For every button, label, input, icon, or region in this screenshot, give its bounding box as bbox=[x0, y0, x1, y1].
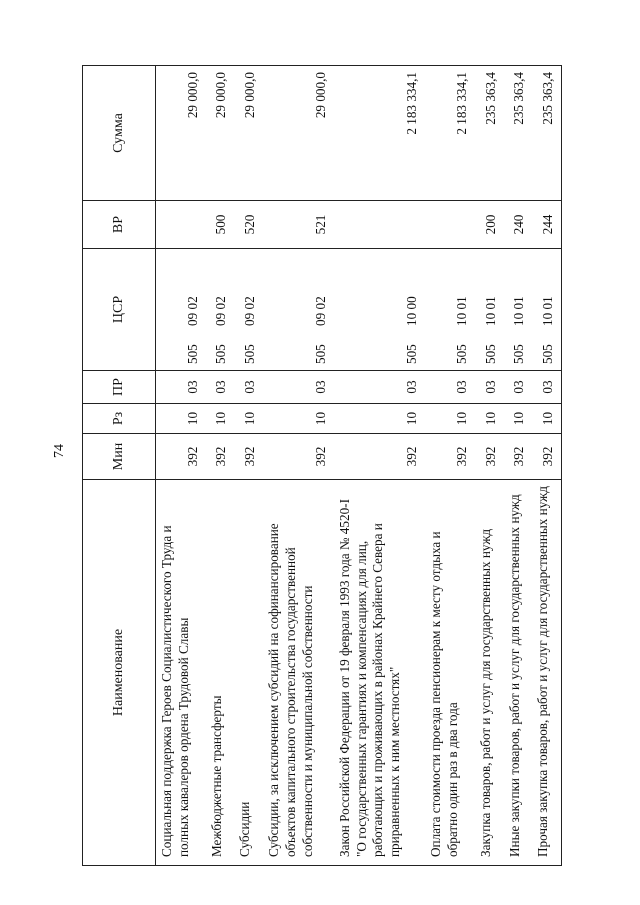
row-name: Прочая закупка товаров, работ и услуг для государственных нужд bbox=[532, 480, 561, 866]
row-sum: 29 000,0 bbox=[206, 66, 235, 201]
table-row bbox=[532, 66, 561, 866]
row-pr: 03 bbox=[425, 371, 475, 404]
header-min: Мин bbox=[83, 434, 156, 480]
row-csr bbox=[156, 249, 206, 371]
row-pr: 03 bbox=[234, 371, 263, 404]
row-min: 392 bbox=[334, 434, 426, 480]
row-csr-program: 505 bbox=[511, 344, 527, 364]
row-min: 392 bbox=[156, 434, 206, 480]
row-csr-subprogram: 09 02 bbox=[312, 296, 328, 326]
row-pr: 03 bbox=[532, 371, 561, 404]
row-csr bbox=[334, 249, 426, 371]
row-min: 392 bbox=[532, 434, 561, 480]
header-pr: ПР bbox=[83, 371, 156, 404]
row-name: Межбюджетные трансферты bbox=[206, 480, 235, 866]
row-sum: 235 363,4 bbox=[532, 66, 561, 201]
row-name: Закон Российской Федерации от 19 февраля 1993 года № 4520-I "О государственных гарантиях и компенсациях для лиц, работающих и проживающих в районах Крайнего Севера и приравненных к ним местностях" bbox=[334, 480, 426, 866]
row-name: Закупка товаров, работ и услуг для государственных нужд bbox=[475, 480, 504, 866]
row-pr: 03 bbox=[206, 371, 235, 404]
row-rz: 10 bbox=[425, 404, 475, 434]
table-row bbox=[475, 66, 504, 866]
row-min: 392 bbox=[475, 434, 504, 480]
row-rz: 10 bbox=[206, 404, 235, 434]
row-csr bbox=[504, 249, 533, 371]
row-csr bbox=[425, 249, 475, 371]
row-rz: 10 bbox=[532, 404, 561, 434]
row-vr: 500 bbox=[206, 201, 235, 249]
table-row bbox=[234, 66, 263, 866]
row-rz: 10 bbox=[156, 404, 206, 434]
row-sum: 29 000,0 bbox=[263, 66, 334, 201]
row-pr: 03 bbox=[504, 371, 533, 404]
row-csr-program: 505 bbox=[184, 344, 200, 364]
row-name: Социальная поддержка Героев Социалистического Труда и полных кавалеров ордена Трудовой Славы bbox=[156, 480, 206, 866]
row-name: Оплата стоимости проезда пенсионерам к месту отдыха и обратно один раз в два года bbox=[425, 480, 475, 866]
header-sum: Сумма bbox=[83, 66, 156, 201]
row-sum: 2 183 334,1 bbox=[425, 66, 475, 201]
row-vr: 200 bbox=[475, 201, 504, 249]
row-sum: 29 000,0 bbox=[156, 66, 206, 201]
row-rz: 10 bbox=[475, 404, 504, 434]
table-header-row bbox=[83, 66, 156, 866]
row-pr: 03 bbox=[334, 371, 426, 404]
table-row bbox=[263, 66, 334, 866]
row-csr-subprogram: 09 02 bbox=[184, 296, 200, 326]
row-name: Субсидии, за исключением субсидий на софинансирование объектов капитального строительства государственной собственности и муниципальной собственности bbox=[263, 480, 334, 866]
row-min: 392 bbox=[206, 434, 235, 480]
row-csr bbox=[206, 249, 235, 371]
row-csr-program: 505 bbox=[540, 344, 555, 364]
row-csr-subprogram: 10 00 bbox=[404, 296, 420, 326]
row-csr bbox=[263, 249, 334, 371]
table-row bbox=[206, 66, 235, 866]
row-sum: 2 183 334,1 bbox=[334, 66, 426, 201]
row-csr bbox=[475, 249, 504, 371]
row-vr bbox=[334, 201, 426, 249]
row-pr: 03 bbox=[263, 371, 334, 404]
rotated-table-container bbox=[82, 66, 562, 866]
row-min: 392 bbox=[425, 434, 475, 480]
table-row bbox=[156, 66, 206, 866]
budget-table bbox=[82, 65, 562, 866]
row-csr-program: 505 bbox=[482, 344, 498, 364]
header-name: Наименование bbox=[83, 480, 156, 866]
row-rz: 10 bbox=[504, 404, 533, 434]
row-rz: 10 bbox=[234, 404, 263, 434]
row-vr: 240 bbox=[504, 201, 533, 249]
row-pr: 03 bbox=[475, 371, 504, 404]
row-csr-subprogram: 09 02 bbox=[213, 296, 229, 326]
row-csr-program: 505 bbox=[312, 344, 328, 364]
table-row bbox=[334, 66, 426, 866]
row-rz: 10 bbox=[263, 404, 334, 434]
row-rz: 10 bbox=[334, 404, 426, 434]
row-vr: 520 bbox=[234, 201, 263, 249]
row-min: 392 bbox=[504, 434, 533, 480]
row-csr-subprogram: 10 01 bbox=[454, 296, 470, 326]
row-min: 392 bbox=[234, 434, 263, 480]
row-csr-program: 505 bbox=[241, 344, 257, 364]
row-csr-subprogram: 10 01 bbox=[482, 296, 498, 326]
row-sum: 29 000,0 bbox=[234, 66, 263, 201]
row-csr-program: 505 bbox=[454, 344, 470, 364]
row-vr: 521 bbox=[263, 201, 334, 249]
header-rz: Рз bbox=[83, 404, 156, 434]
row-vr: 244 bbox=[532, 201, 561, 249]
table-row bbox=[504, 66, 533, 866]
row-pr: 03 bbox=[156, 371, 206, 404]
row-csr-subprogram: 10 01 bbox=[511, 296, 527, 326]
row-min: 392 bbox=[263, 434, 334, 480]
row-csr-program: 505 bbox=[404, 344, 420, 364]
row-csr bbox=[234, 249, 263, 371]
header-vr: ВР bbox=[83, 201, 156, 249]
row-csr-subprogram: 10 01 bbox=[540, 296, 555, 326]
row-sum: 235 363,4 bbox=[504, 66, 533, 201]
row-name: Субсидии bbox=[234, 480, 263, 866]
table-row bbox=[425, 66, 475, 866]
row-vr bbox=[425, 201, 475, 249]
row-vr bbox=[156, 201, 206, 249]
row-csr-program: 505 bbox=[213, 344, 229, 364]
row-name: Иные закупки товаров, работ и услуг для государственных нужд bbox=[504, 480, 533, 866]
row-sum: 235 363,4 bbox=[475, 66, 504, 201]
row-csr-subprogram: 09 02 bbox=[241, 296, 257, 326]
page-number: 74 bbox=[52, 444, 67, 458]
row-csr bbox=[532, 249, 561, 371]
header-csr: ЦСР bbox=[83, 249, 156, 371]
